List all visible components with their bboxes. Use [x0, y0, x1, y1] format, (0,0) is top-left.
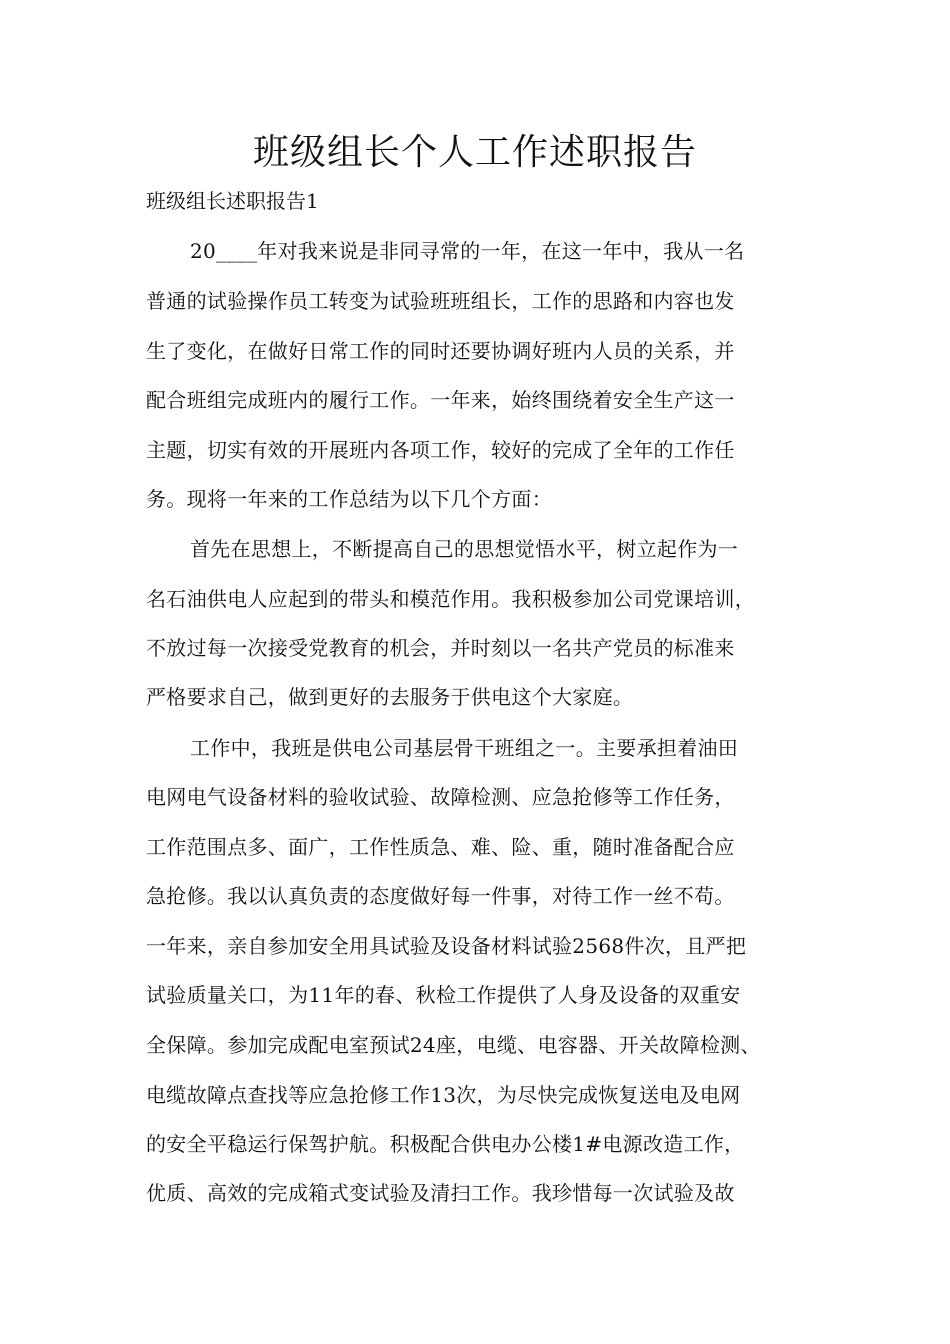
body-line: 务。现将一年来的工作总结为以下几个方面： — [146, 487, 552, 511]
report-subtitle: 班级组长述职报告1 — [146, 189, 319, 213]
body-line: 生了变化，在做好日常工作的同时还要协调好班内人员的关系，并 — [146, 339, 735, 363]
body-line: 严格要求自己，做到更好的去服务于供电这个大家庭。 — [146, 685, 634, 709]
body-line: 全保障。参加完成配电室预试24座，电缆、电容器、开关故障检测、 — [146, 1033, 761, 1057]
body-line: 优质、高效的完成箱式变试验及清扫工作。我珍惜每一次试验及故 — [146, 1181, 735, 1205]
body-line: 不放过每一次接受党教育的机会，并时刻以一名共产党员的标准来 — [146, 636, 735, 660]
body-line: 20____年对我来说是非同寻常的一年，在这一年中，我从一名 — [190, 239, 745, 263]
body-line: 名石油供电人应起到的带头和模范作用。我积极参加公司党课培训， — [146, 587, 755, 611]
body-line: 工作中，我班是供电公司基层骨干班组之一。主要承担着油田 — [190, 736, 739, 760]
body-line: 首先在思想上，不断提高自己的思想觉悟水平，树立起作为一 — [190, 537, 739, 561]
document-title: 班级组长个人工作述职报告 — [252, 132, 697, 173]
body-line: 普通的试验操作员工转变为试验班班组长，工作的思路和内容也发 — [146, 289, 735, 313]
body-line: 主题，切实有效的开展班内各项工作，较好的完成了全年的工作任 — [146, 438, 735, 462]
body-line: 电网电气设备材料的验收试验、故障检测、应急抢修等工作任务， — [146, 785, 735, 809]
body-line: 一年来，亲自参加安全用具试验及设备材料试验2568件次，且严把 — [146, 934, 747, 958]
body-line: 工作范围点多、面广，工作性质急、难、险、重，随时准备配合应 — [146, 835, 735, 859]
body-line: 试验质量关口，为11年的春、秋检工作提供了人身及设备的双重安 — [146, 983, 741, 1007]
body-line: 配合班组完成班内的履行工作。一年来，始终围绕着安全生产这一 — [146, 388, 735, 412]
body-line: 电缆故障点查找等应急抢修工作13次，为尽快完成恢复送电及电网 — [146, 1083, 741, 1107]
body-line: 的安全平稳运行保驾护航。积极配合供电办公楼1#电源改造工作， — [146, 1132, 745, 1156]
body-line: 急抢修。我以认真负责的态度做好每一件事，对待工作一丝不苟。 — [146, 884, 735, 908]
